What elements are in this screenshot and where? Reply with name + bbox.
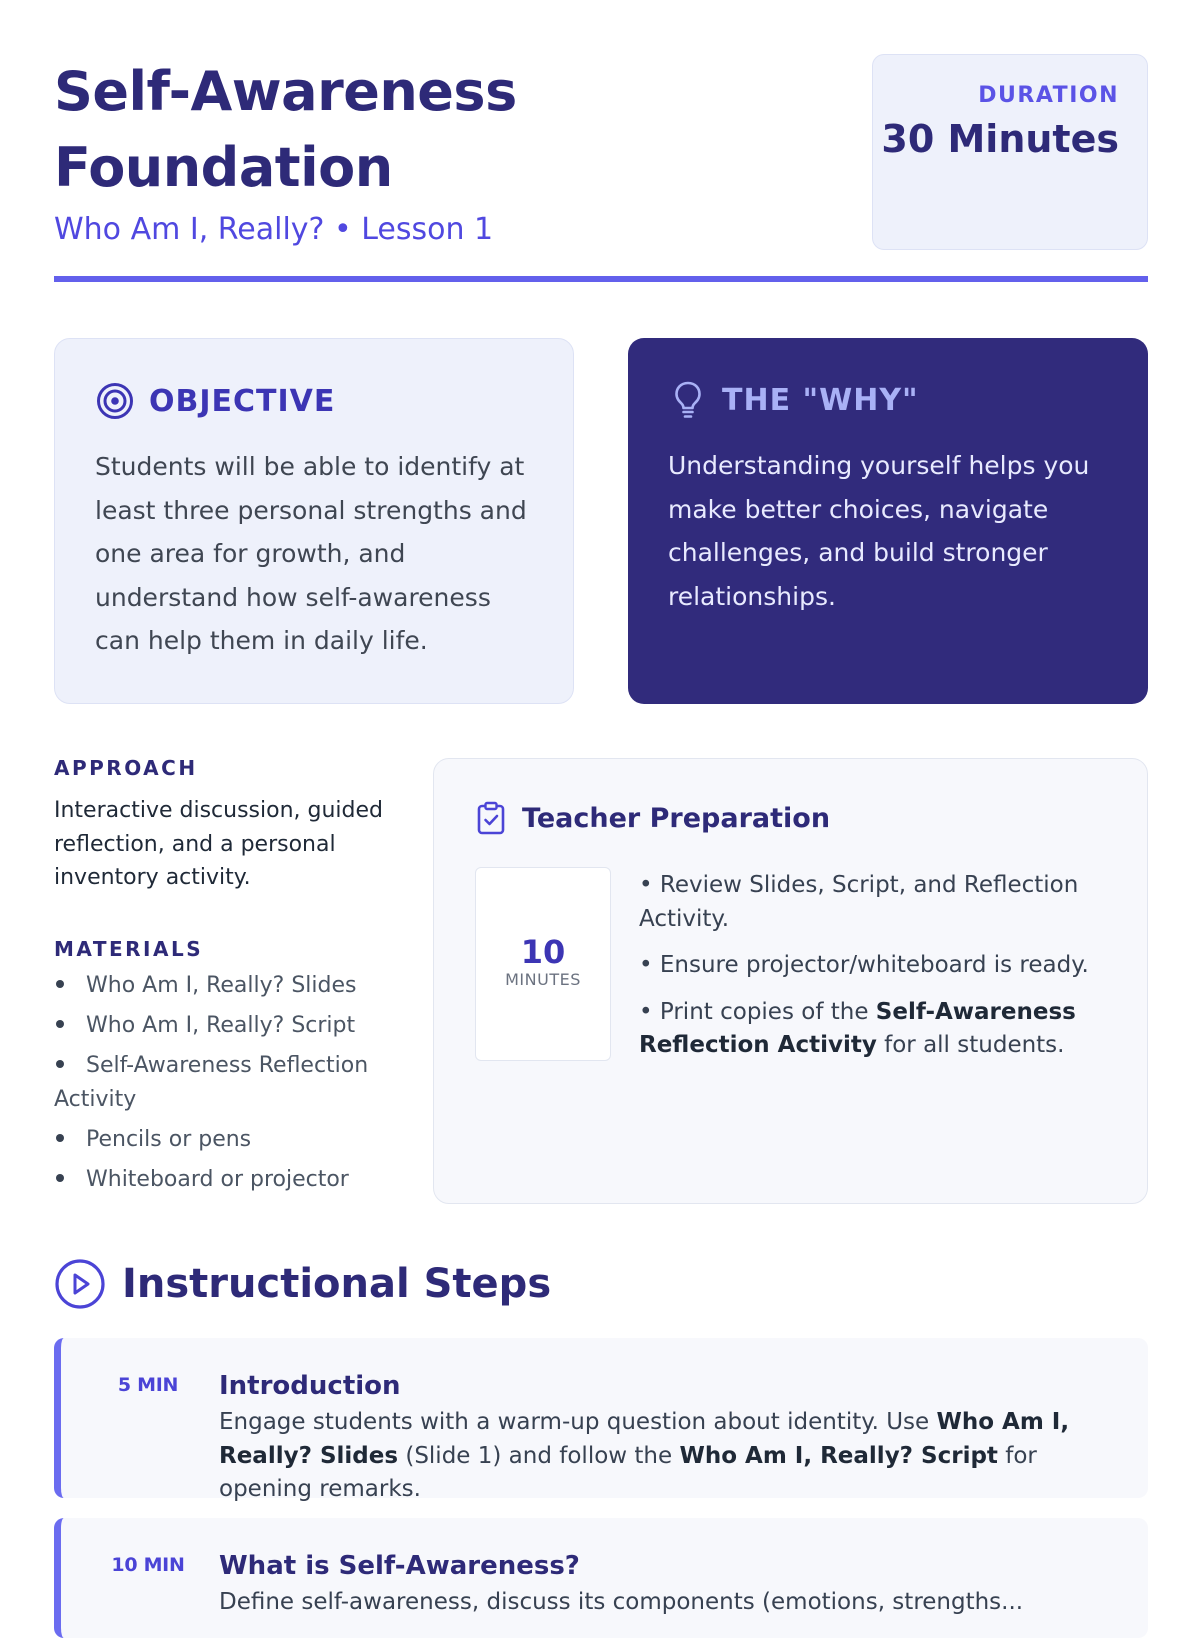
list-item (54, 1049, 394, 1117)
step-description (219, 1586, 1119, 1620)
prep-time-unit: MINUTES (505, 970, 581, 989)
step-desc-text: for opening remarks. (219, 1442, 1037, 1502)
objective-card (54, 338, 574, 704)
step-name: What is Self-Awareness? (219, 1551, 580, 1581)
step-name: Introduction (219, 1371, 401, 1401)
lesson-subtitle: Who Am I, Really? • Lesson 1 (54, 212, 494, 247)
step-desc-bold: Who Am I, Really? Slides (219, 1409, 1070, 1469)
step-desc-text: (Slide 1) and follow the (398, 1442, 680, 1469)
prep-item-bold: Self-Awareness Reflection Activity (639, 998, 1076, 1058)
list-item (54, 969, 394, 1003)
material-text: Who Am I, Really? Slides (86, 972, 357, 998)
prep-item-text: for all students. (876, 1032, 1065, 1058)
lesson-header (54, 54, 1148, 284)
why-label: THE "WHY" (722, 382, 919, 418)
play-circle-icon (54, 1258, 106, 1310)
approach-label: APPROACH (54, 756, 198, 780)
step-desc-text: Define self-awareness, discuss its components (emotions, strengths... (219, 1589, 1024, 1615)
material-text: Who Am I, Really? Script (86, 1012, 356, 1038)
steps-title: Instructional Steps (122, 1261, 552, 1307)
duration-box (872, 54, 1148, 250)
material-text: Self-Awareness Reflection Activity (54, 1052, 369, 1112)
clipboard-check-icon (476, 801, 508, 835)
step-card (54, 1518, 1148, 1638)
prep-list (639, 869, 1109, 1076)
page-title: Self-Awareness Foundation (54, 60, 517, 199)
approach-text: Interactive discussion, guided reflection, and a personal inventory activity. (54, 798, 383, 890)
bullet-icon (56, 1060, 64, 1068)
prep-time-value: 10 (520, 933, 566, 971)
prep-title: Teacher Preparation (522, 802, 831, 834)
bullet-icon (56, 980, 64, 988)
step-time: 5 MIN (117, 1374, 179, 1396)
prep-item: • Ensure projector/whiteboard is ready. (639, 952, 1089, 978)
duration-value: 30 Minutes (881, 117, 1119, 161)
list-item (54, 1123, 394, 1157)
lightbulb-icon (668, 380, 708, 420)
prep-time-box (475, 867, 611, 1061)
duration-label: DURATION (978, 83, 1119, 108)
step-card (54, 1338, 1148, 1502)
step-desc-text: Engage students with a warm-up question about identity. Use (219, 1409, 937, 1435)
bullet-icon (56, 1174, 64, 1182)
material-text: Whiteboard or projector (86, 1166, 349, 1192)
step-content (219, 1548, 1119, 1620)
step-description (219, 1406, 1119, 1507)
why-text: Understanding yourself helps you make better choices, navigate challenges, and build stronger relationships. (668, 451, 1090, 611)
materials-list (54, 969, 394, 1197)
why-card (628, 338, 1148, 704)
prep-item-text: • Print copies of the (639, 998, 876, 1025)
step-time: 10 MIN (111, 1554, 185, 1576)
bullet-icon (56, 1134, 64, 1142)
approach-materials-column (54, 756, 394, 1203)
list-item (54, 1163, 394, 1197)
objective-text: Students will be able to identify at least three personal strengths and one area for growth, and understand how self-awareness can help them in daily life. (95, 452, 527, 655)
objective-label: OBJECTIVE (149, 383, 336, 419)
materials-label: MATERIALS (54, 936, 204, 961)
teacher-prep-card (433, 758, 1148, 1204)
prep-item (639, 996, 1109, 1063)
material-text: Pencils or pens (86, 1126, 252, 1152)
steps-header (54, 1258, 551, 1310)
step-content (219, 1368, 1119, 1507)
bullet-icon (56, 1020, 64, 1028)
step-desc-bold: Who Am I, Really? Script (679, 1442, 998, 1469)
target-icon (95, 381, 135, 421)
list-item (54, 1009, 394, 1043)
prep-item: • Review Slides, Script, and Reflection Activity. (639, 872, 1079, 932)
header-divider (54, 276, 1148, 282)
